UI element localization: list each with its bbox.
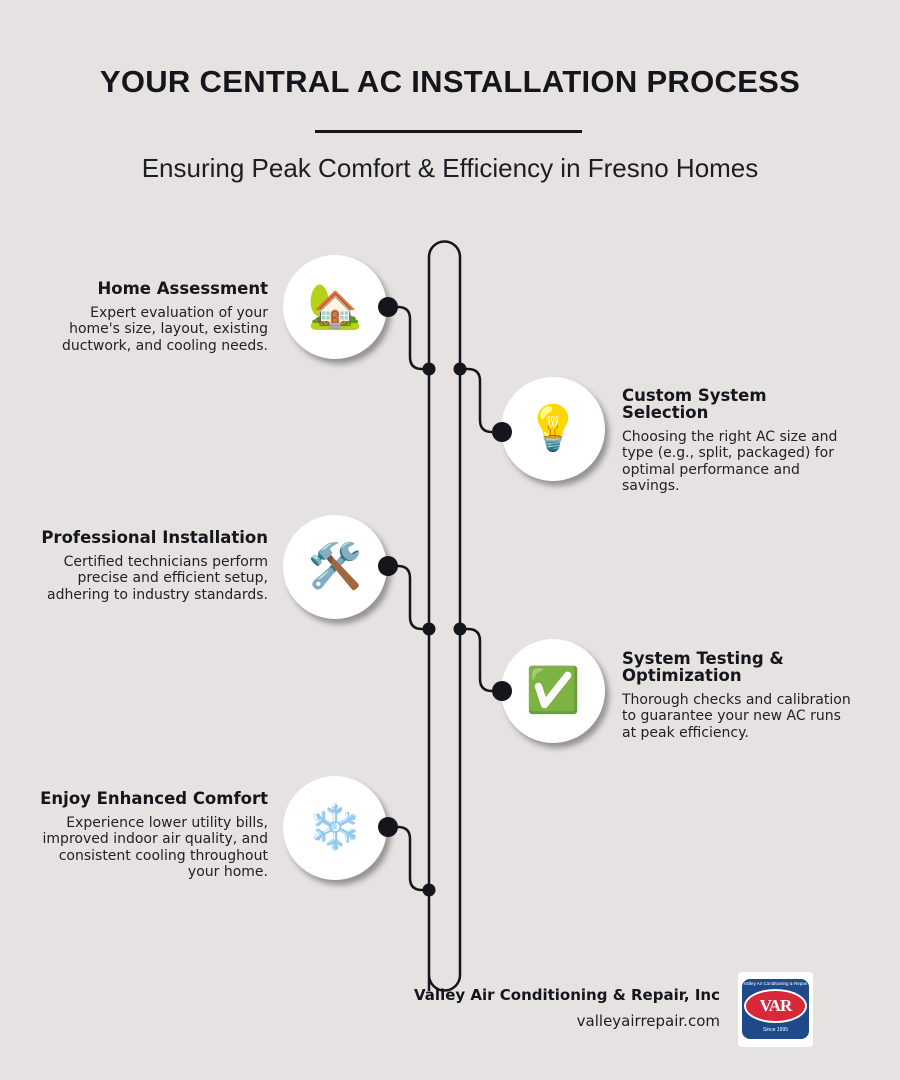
step-2-anchor-dot (492, 422, 512, 442)
step-4-title: System Testing & Optimization (622, 649, 784, 685)
step-1-anchor-dot (378, 297, 398, 317)
step-4-anchor-dot (492, 681, 512, 701)
step-1-node (423, 363, 436, 376)
check-mark-button-icon: ✅ (525, 665, 581, 716)
step-1-title: Home Assessment (97, 279, 268, 298)
step-4-description: Thorough checks and calibration to guarantee your new AC runs at peak efficiency. (622, 692, 851, 741)
step-3-anchor-dot (378, 556, 398, 576)
hammer-and-wrench-icon: 🛠️ (307, 541, 363, 592)
light-bulb-icon: 💡 (525, 403, 581, 454)
step-3-node (423, 623, 436, 636)
logo-since-text: Since 1995 (762, 1027, 789, 1033)
step-5-anchor-dot (378, 817, 398, 837)
step-2-node (454, 363, 467, 376)
step-3-title: Professional Installation (41, 528, 268, 547)
step-4-node (454, 623, 467, 636)
step-5-description: Experience lower utility bills, improved indoor air quality, and consistent cooling throughout your home. (42, 815, 268, 880)
company-website[interactable]: valleyairrepair.com (576, 1012, 720, 1030)
company-name: Valley Air Conditioning & Repair, Inc (414, 986, 720, 1004)
step-5-node (423, 884, 436, 897)
logo-arc-text: Valley Air Conditioning & Repair (743, 981, 808, 986)
step-5-title: Enjoy Enhanced Comfort (40, 789, 268, 808)
company-logo (738, 972, 813, 1047)
page-title: YOUR CENTRAL AC INSTALLATION PROCESS (99, 64, 801, 99)
logo-var-mark: VAR (744, 989, 807, 1023)
step-1-description: Expert evaluation of your home's size, layout, existing ductwork, and cooling needs. (61, 305, 268, 354)
house-with-garden-icon: 🏡 (307, 281, 363, 332)
step-2-title: Custom System Selection (622, 386, 767, 422)
step-3-description: Certified technicians perform precise and efficient setup, adhering to industry standards. (47, 554, 268, 603)
snowflake-icon: ❄️ (307, 802, 363, 853)
step-2-description: Choosing the right AC size and type (e.g., split, packaged) for optimal performance and savings. (622, 429, 838, 494)
page-subtitle: Ensuring Peak Comfort & Efficiency in Fresno Homes (141, 153, 759, 183)
